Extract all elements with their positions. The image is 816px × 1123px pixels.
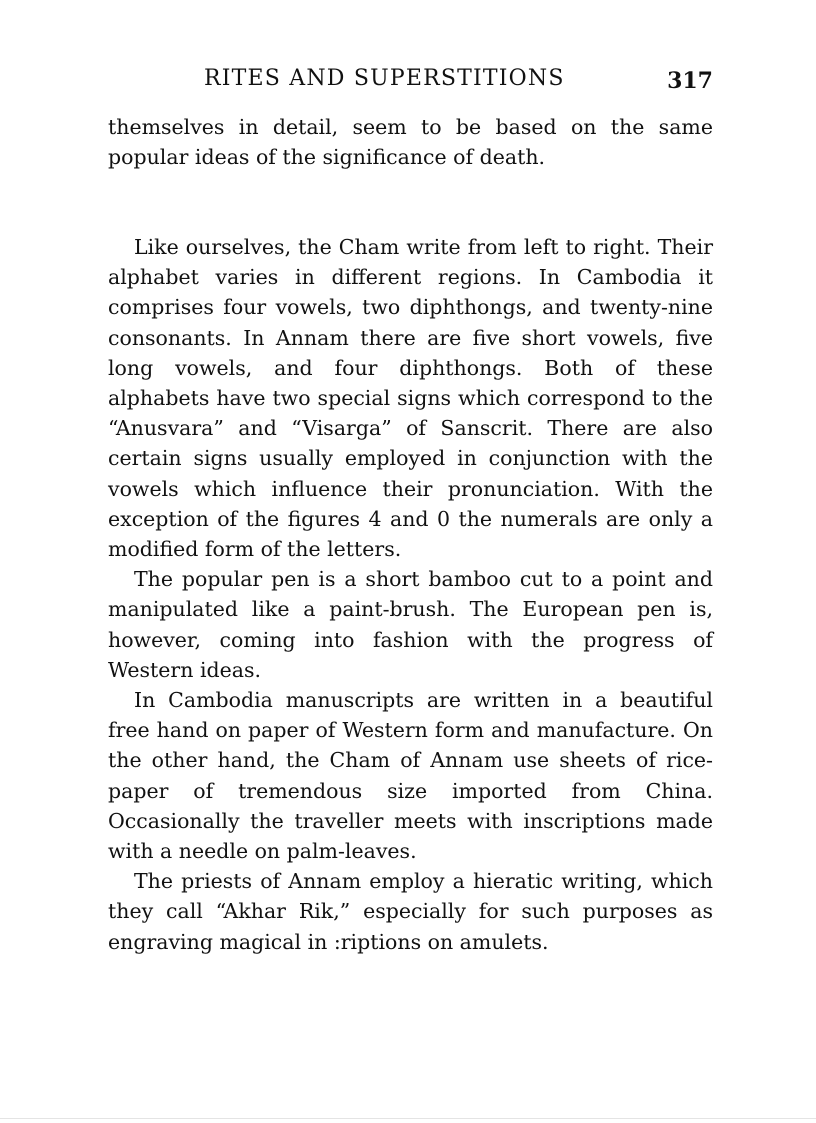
main-text (108, 232, 713, 957)
paragraph: themselves in detail, seem to be based on the same popular ideas of the significance of death. (108, 115, 713, 170)
scan-edge (0, 1118, 816, 1119)
continuation-text (108, 112, 713, 172)
paragraph: The priests of Annam employ a hieratic writing, which they call “Akhar Rik,” especially for such purposes as engraving magical in :riptions on amulets. (108, 869, 713, 954)
paragraph: In Cambodia manuscripts are written in a beautiful free hand on paper of Western form and manufacture. On the other hand, the Cham of Annam use sheets of rice-paper of tremendous size imported from China. Occasionally the traveller meets with inscriptions made with a needle on palm-leaves. (108, 688, 713, 864)
running-head (108, 64, 713, 98)
page-number: 317 (667, 68, 713, 94)
paragraph: The popular pen is a short bamboo cut to a point and manipulated like a paint-brush. The European pen is, however, coming into fashion with the progress of Western ideas. (108, 567, 713, 682)
paragraph: Like ourselves, the Cham write from left to right. Their alphabet varies in different regions. In Cambodia it comprises four vowels, two diphthongs, and twenty-nine consonants. In Annam there are five short vowels, five long vowels, and four diphthongs. Both of these alphabets have two special signs which correspond to the “Anusvara” and “Visarga” of Sanscrit. There are also certain signs usually employed in conjunction with the vowels which influence their pronunciation. With the exception of the figures 4 and 0 the numerals are only a modified form of the letters. (108, 235, 713, 562)
running-title: RITES AND SUPERSTITIONS (204, 66, 565, 91)
